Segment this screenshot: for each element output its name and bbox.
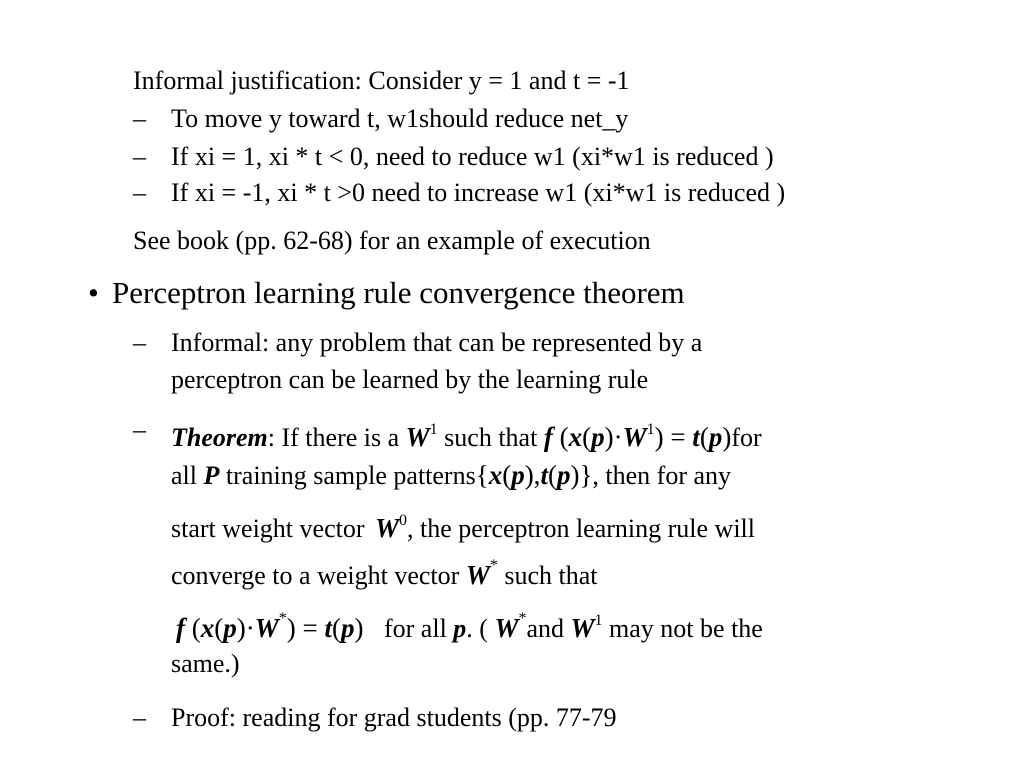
theorem-text-1: : If there is a bbox=[267, 423, 400, 452]
theorem-text-11: for all bbox=[383, 614, 447, 643]
theorem-line-1 bbox=[171, 415, 762, 453]
informal-line-1: Informal: any problem that can be represented by a bbox=[171, 328, 703, 357]
theorem-text-12: . ( bbox=[466, 614, 488, 643]
formula-w1: $W^1$ bbox=[405, 421, 438, 452]
intro-item-3: If xi = -1, xi * t >0 need to increase w1 (xi*w1 is reduced ) bbox=[171, 178, 786, 207]
proof-line: Proof: reading for grad students (pp. 77-79 bbox=[171, 703, 617, 732]
theorem-line-2 bbox=[171, 460, 731, 491]
see-book-note: See book (pp. 62-68) for an example of execution bbox=[133, 226, 651, 255]
formula-w-star: W* bbox=[465, 557, 498, 590]
dash-marker: – bbox=[133, 703, 146, 732]
theorem-text-3: for bbox=[731, 423, 762, 452]
main-bullet-heading: Perceptron learning rule convergence theorem bbox=[112, 275, 685, 310]
theorem-P: P bbox=[203, 461, 220, 490]
dash-marker: – bbox=[133, 415, 146, 444]
intro-item-1: To move y toward t, w1should reduce net_y bbox=[171, 104, 629, 133]
theorem-text-10: such that bbox=[504, 561, 598, 590]
formula-convergence: f (x(p)·W*) = t(p) bbox=[176, 610, 364, 643]
theorem-text-5: training sample patterns bbox=[225, 461, 476, 490]
informal-line-2: perceptron can be learned by the learning rule bbox=[171, 365, 649, 394]
theorem-p: p bbox=[453, 614, 467, 643]
dash-marker: – bbox=[133, 104, 146, 133]
formula-w0: $W^0$ bbox=[375, 512, 408, 543]
formula-condition: f $(x(p)\cdot W^1) = t(p)$ bbox=[543, 421, 732, 452]
dash-marker: – bbox=[133, 142, 146, 171]
theorem-line-3 bbox=[171, 506, 755, 544]
theorem-text-13: and bbox=[526, 614, 565, 643]
intro-item-2: If xi = 1, xi * t < 0, need to reduce w1 (xi*w1 is reduced ) bbox=[171, 142, 774, 171]
theorem-text-7: start weight vector bbox=[171, 514, 365, 543]
main-bullet-marker: • bbox=[88, 275, 99, 310]
formula-w-star-2: W* bbox=[494, 610, 527, 643]
formula-sample-set: {x(p),t(p)} bbox=[475, 460, 593, 490]
dash-marker: – bbox=[133, 328, 146, 357]
theorem-line-4 bbox=[171, 551, 597, 591]
theorem-line-5 bbox=[176, 604, 763, 644]
intro-lead: Informal justification: Consider y = 1 and t = -1 bbox=[133, 66, 630, 95]
theorem-text-4: all bbox=[171, 461, 197, 490]
theorem-text-2: such that bbox=[444, 423, 538, 452]
theorem-text-14: may not be the bbox=[609, 614, 763, 643]
dash-marker: – bbox=[133, 178, 146, 207]
theorem-text-8: , the perceptron learning rule will bbox=[407, 514, 755, 543]
theorem-text-9: converge to a weight vector bbox=[171, 561, 460, 590]
theorem-text-6: , then for any bbox=[592, 461, 732, 490]
formula-w1-2: $W^1$ bbox=[570, 612, 603, 643]
theorem-label: Theorem bbox=[171, 423, 268, 452]
theorem-line-6: same.) bbox=[171, 649, 240, 678]
